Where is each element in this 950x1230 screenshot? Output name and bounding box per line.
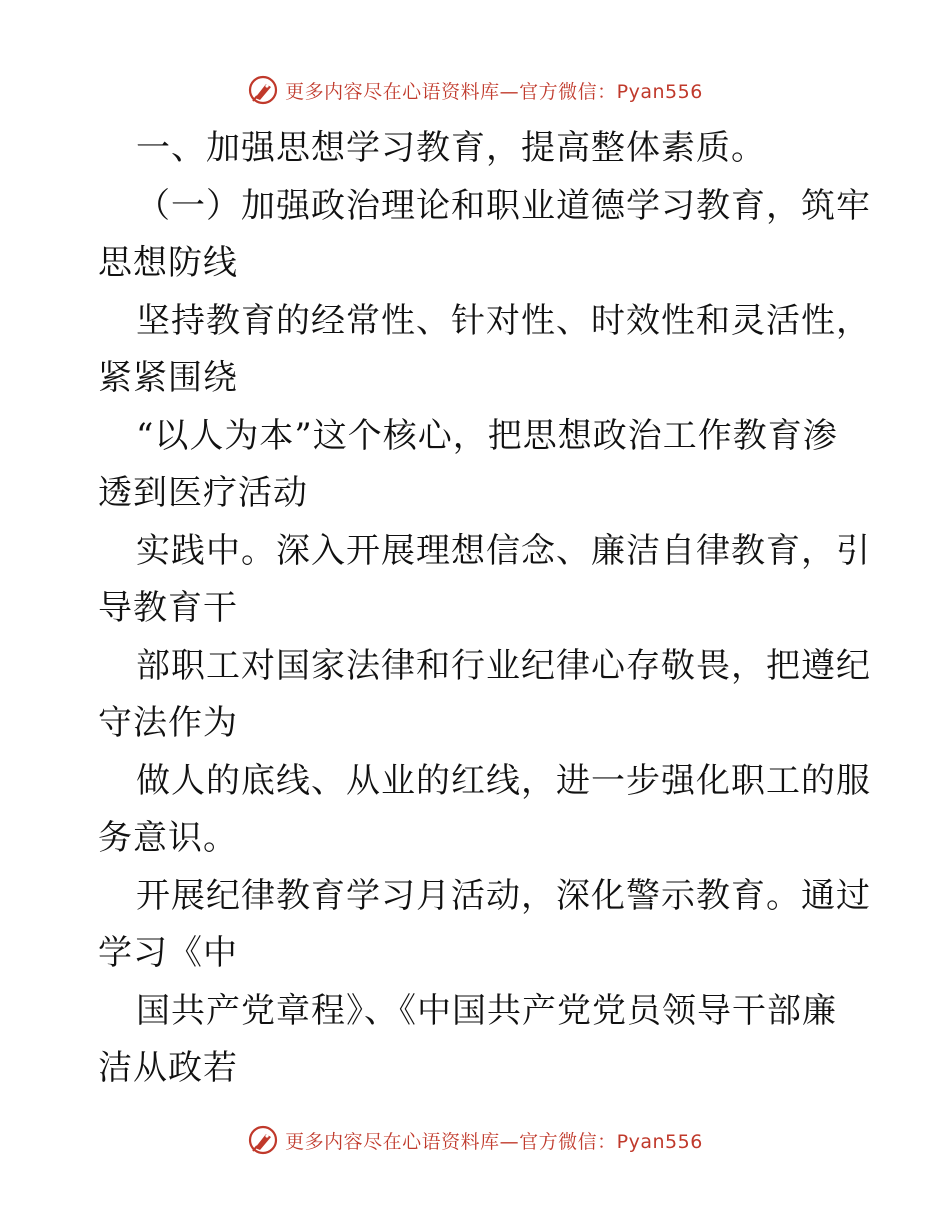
text-line: 透到医疗活动 [98, 473, 308, 513]
text-line: 紧紧围绕 [98, 358, 238, 398]
text-line: 学习《中 [98, 933, 238, 973]
text-line: 务意识。 [98, 818, 238, 858]
footer-banner [0, 1122, 950, 1158]
pen-nib-logo-icon [247, 74, 279, 106]
footer-banner-text: 更多内容尽在心语资料库—官方微信：Pyan556 [285, 1130, 703, 1153]
text-line: 做人的底线、从业的红线，进一步强化职工的服 [136, 760, 871, 801]
header-banner-text: 更多内容尽在心语资料库—官方微信：Pyan556 [285, 80, 703, 103]
text-line: 实践中。深入开展理想信念、廉洁自律教育，引 [136, 530, 871, 571]
text-line: 导教育干 [98, 588, 238, 628]
header-banner [0, 72, 950, 108]
text-line: 坚持教育的经常性、针对性、时效性和灵活性， [136, 300, 871, 341]
heading-section-1: 一、加强思想学习教育，提高整体素质。 [136, 128, 766, 168]
text-line: 国共产党章程》、《中国共产党党员领导干部廉 [136, 990, 837, 1031]
pen-nib-logo-icon [247, 1124, 279, 1156]
text-line: “以人为本”这个核心，把思想政治工作教育渗 [136, 415, 838, 456]
text-line: 守法作为 [98, 703, 238, 743]
text-line: 开展纪律教育学习月活动，深化警示教育。通过 [136, 875, 871, 916]
text-line: 部职工对国家法律和行业纪律心存敬畏，把遵纪 [136, 645, 871, 686]
document-body [98, 120, 871, 1098]
subheading-line: （一）加强政治理论和职业道德学习教育，筑牢 [136, 185, 871, 226]
text-line: 洁从政若 [98, 1048, 238, 1088]
text-line: 思想防线 [98, 243, 238, 283]
